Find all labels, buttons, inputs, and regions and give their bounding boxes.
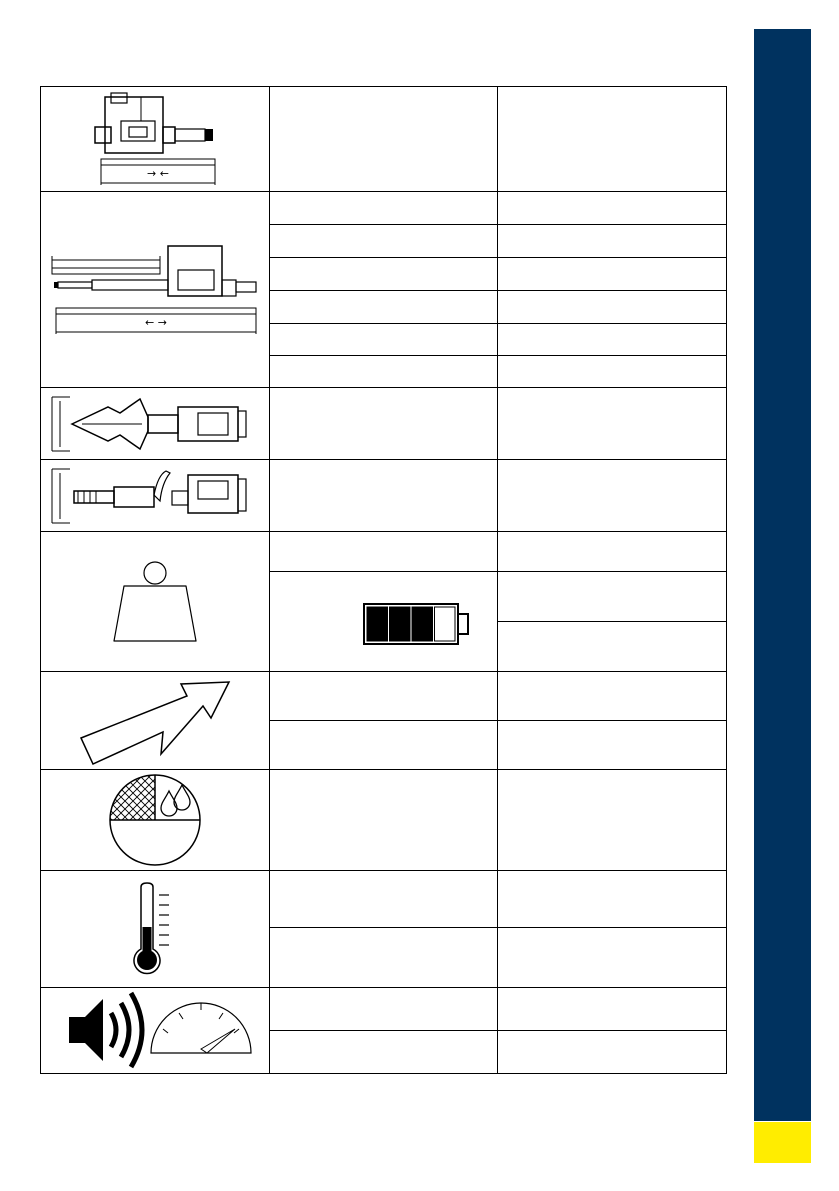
label-cell [270, 258, 498, 291]
icon-cell [41, 460, 270, 532]
value-cell [498, 988, 727, 1031]
specification-table [40, 86, 727, 1074]
icon-cell [41, 87, 270, 192]
weight-icon [110, 559, 200, 645]
value-cell [498, 871, 727, 928]
sound-level-icon [55, 991, 255, 1071]
value-cell [498, 928, 727, 988]
spreader-width-icon [48, 393, 262, 455]
value-cell [498, 356, 727, 388]
power-arrow-icon [75, 676, 235, 766]
label-cell [270, 192, 498, 225]
side-color-band [754, 29, 811, 1121]
table-row [41, 192, 727, 225]
value-cell [498, 672, 727, 721]
ip-protection-icon [105, 773, 205, 867]
value-cell [498, 572, 727, 622]
label-cell [270, 532, 498, 572]
value-cell [498, 770, 727, 871]
value-cell [498, 622, 727, 672]
table-row [41, 388, 727, 460]
icon-cell [41, 988, 270, 1074]
value-cell [498, 721, 727, 770]
label-cell [270, 291, 498, 324]
label-cell [270, 721, 498, 770]
label-cell [270, 672, 498, 721]
value-cell [498, 388, 727, 460]
label-cell [270, 460, 498, 532]
label-cell [270, 356, 498, 388]
label-cell [270, 324, 498, 356]
battery-cell-filled [367, 607, 388, 641]
icon-cell [41, 532, 270, 672]
value-cell [498, 532, 727, 572]
table-row [41, 672, 727, 721]
value-cell [498, 460, 727, 532]
thermometer-icon [125, 881, 185, 977]
label-cell [270, 572, 498, 672]
icon-cell [41, 192, 270, 388]
opening-length-icon [48, 242, 262, 338]
label-cell [270, 928, 498, 988]
value-cell [498, 192, 727, 225]
icon-cell [41, 871, 270, 988]
label-cell [270, 871, 498, 928]
svg-text:→ ←: → ← [147, 167, 169, 180]
label-cell [270, 388, 498, 460]
icon-cell [41, 388, 270, 460]
table-row [41, 532, 727, 572]
closing-length-icon [55, 89, 255, 189]
battery-cell-filled [390, 607, 411, 641]
battery-cell-filled [412, 607, 433, 641]
label-cell [270, 1031, 498, 1074]
label-cell [270, 988, 498, 1031]
icon-cell [41, 672, 270, 770]
side-chapter-tab [754, 1122, 811, 1163]
label-cell [270, 225, 498, 258]
value-cell [498, 258, 727, 291]
table-row [41, 460, 727, 532]
battery-icon [362, 602, 472, 646]
value-cell [498, 87, 727, 192]
value-cell [498, 1031, 727, 1074]
battery-cell-empty [435, 607, 456, 641]
spreader-height-icon [48, 465, 262, 527]
value-cell [498, 225, 727, 258]
value-cell [498, 324, 727, 356]
table-row [41, 871, 727, 928]
table-row [41, 770, 727, 871]
table-row [41, 87, 727, 192]
label-cell [270, 87, 498, 192]
label-cell [270, 770, 498, 871]
svg-text:← →: ← → [145, 315, 167, 329]
table-row [41, 988, 727, 1031]
value-cell [498, 291, 727, 324]
icon-cell [41, 770, 270, 871]
